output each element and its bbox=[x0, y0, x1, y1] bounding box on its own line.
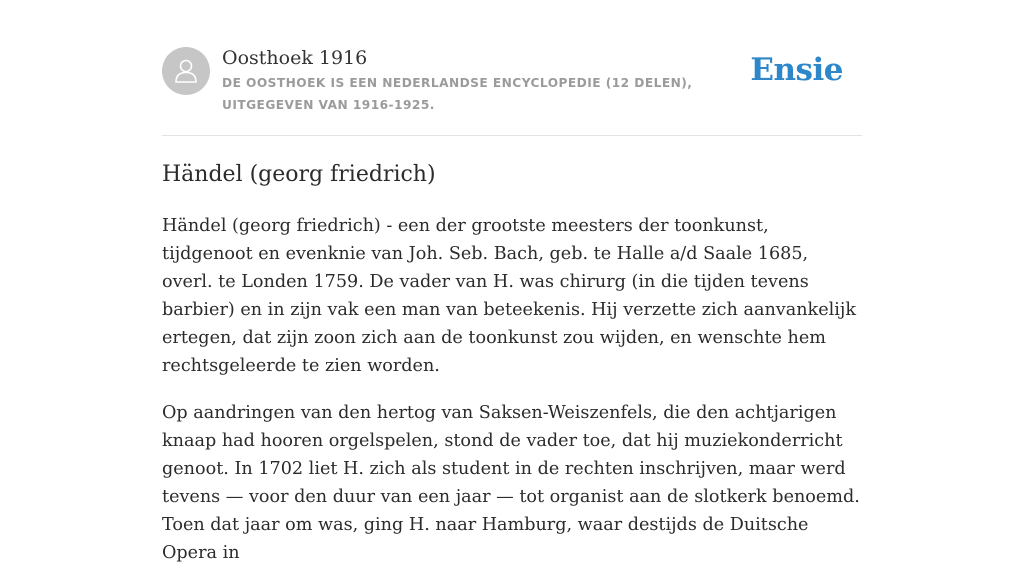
person-icon bbox=[171, 56, 201, 86]
source-title[interactable]: Oosthoek 1916 bbox=[222, 47, 368, 69]
article-page bbox=[162, 0, 862, 563]
article-title: Händel (georg friedrich) bbox=[162, 162, 436, 187]
source-header bbox=[162, 0, 862, 136]
source-description: DE OOSTHOEK IS EEN NEDERLANDSE ENCYCLOPEDIE (12 DELEN), UITGEGEVEN VAN 1916-1925. bbox=[222, 76, 693, 112]
brand-logo-link[interactable]: Ensie bbox=[750, 52, 843, 88]
article-body bbox=[162, 212, 862, 586]
user-avatar-icon[interactable] bbox=[162, 47, 210, 95]
article-paragraph: Händel (georg friedrich) - een der grootste meesters der toonkunst, tijdgenoot en evenknie van Joh. Seb. Bach, geb. te Halle a/d Saale 1685, overl. te Londen 1759. De vader van H. was chirurg (in die tijden tevens barbier) en in zijn vak een man van beteekenis. Hij verzette zich aanvankelijk ertegen, dat zijn zoon zich aan de toonkunst zou wijden, en wenschte hem rechtsgeleerde te zien worden. bbox=[162, 216, 856, 376]
article-paragraph: Op aandringen van den hertog van Saksen-Weiszenfels, die den achtjarigen knaap had hooren orgelspelen, stond de vader toe, dat hij muziekonderricht genoot. In 1702 liet H. zich als student in de rechten inschrijven, maar werd tevens — voor den duur van een jaar — tot organist aan de slotkerk benoemd. Toen dat jaar om was, ging H. naar Hamburg, waar destijds de Duitsche Opera in bbox=[162, 403, 860, 563]
